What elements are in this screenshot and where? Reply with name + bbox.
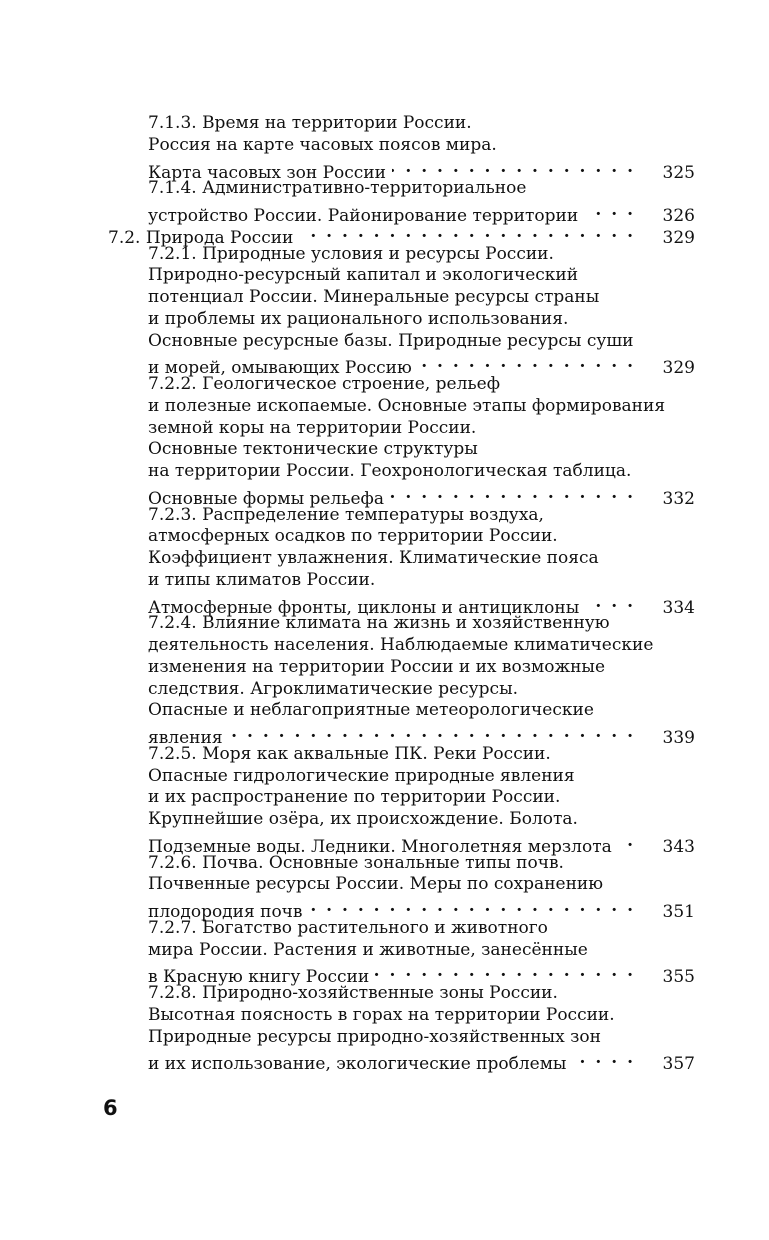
toc-page-number: 326 xyxy=(662,206,695,226)
toc-entry-title: Основные ресурсные базы. Природные ресурсы суши xyxy=(148,330,634,351)
toc-line xyxy=(148,330,695,352)
toc-entry-title: Россия на карте часовых поясов мира. xyxy=(148,134,497,155)
toc-line xyxy=(148,656,695,678)
toc-entry xyxy=(148,199,695,226)
toc-entry-title: Почвенные ресурсы России. Меры по сохранению xyxy=(148,874,604,895)
toc-line xyxy=(148,286,695,308)
toc-line xyxy=(148,852,695,874)
toc-entry-title: плодородия почв xyxy=(148,902,303,922)
dot-leader xyxy=(584,199,635,221)
toc-entry-title: изменения на территории России и их возможные xyxy=(148,656,606,677)
toc-line xyxy=(148,373,695,395)
toc-line xyxy=(148,939,695,961)
toc-line xyxy=(148,417,695,439)
toc-entry xyxy=(148,591,695,618)
toc-line xyxy=(148,1026,695,1048)
toc-line xyxy=(148,460,695,482)
dot-leader xyxy=(585,591,635,613)
toc-entry-title: земной коры на территории России. xyxy=(148,417,477,438)
toc-entry-title: 7.2.8. Природно-хозяйственные зоны России. xyxy=(148,983,558,1003)
dot-leader xyxy=(390,482,635,504)
toc-entry-title: потенциал России. Минеральные ресурсы страны xyxy=(148,287,600,307)
toc-line xyxy=(148,134,695,156)
toc-entry-title: 7.2. Природа России xyxy=(108,227,294,248)
toc-entry-title: на территории России. Геохронологическая таблица. xyxy=(148,461,632,481)
toc-entry-title: Основные тектонические структуры xyxy=(148,439,478,460)
toc-entry-title: в Красную книгу России xyxy=(148,967,370,988)
toc-line xyxy=(148,112,695,134)
toc-line xyxy=(148,243,695,265)
toc-entry-title: атмосферных осадков по территории России. xyxy=(148,526,558,547)
toc-line xyxy=(148,308,695,330)
toc-entry-title: 7.2.1. Природные условия и ресурсы России. xyxy=(148,243,554,264)
toc-entry-title: мира России. Растения и животные, занесённые xyxy=(148,939,588,960)
toc-entry-title: 7.2.7. Богатство растительного и животного xyxy=(148,917,548,938)
toc-entry-title: 7.2.6. Почва. Основные зональные типы почв. xyxy=(148,852,564,873)
toc-page-number: 343 xyxy=(662,836,695,857)
toc-page-number: 329 xyxy=(662,227,695,248)
toc-line xyxy=(148,808,695,830)
dot-leader xyxy=(618,830,635,852)
toc-entry-title: и морей, омывающих Россию xyxy=(148,358,412,379)
toc-entry-title: Крупнейшие озёра, их происхождение. Болота. xyxy=(148,809,578,829)
toc-line xyxy=(148,504,695,526)
toc-entry-title: Опасные гидрологические природные явления xyxy=(148,765,575,786)
toc-entry xyxy=(148,830,695,857)
toc-entry-title: следствия. Агроклиматические ресурсы. xyxy=(148,678,518,699)
toc-entry-title: 7.1.3. Время на территории России. xyxy=(148,113,472,133)
dot-leader xyxy=(572,1047,635,1069)
toc-entry-title: 7.2.2. Геологическое строение, рельеф xyxy=(148,374,501,394)
toc-entry-title: и их использование, экологические проблемы xyxy=(148,1054,567,1075)
toc-line xyxy=(148,612,695,634)
toc-page-number: 332 xyxy=(662,488,695,509)
toc-entry xyxy=(108,221,695,248)
toc-page-number: 334 xyxy=(662,597,695,618)
toc-line xyxy=(148,525,695,547)
toc-line xyxy=(148,264,695,286)
toc-entry xyxy=(148,960,695,988)
toc-entry xyxy=(148,482,695,509)
dot-leader xyxy=(229,721,635,743)
toc-line xyxy=(148,678,695,700)
toc-entry-title: и типы климатов России. xyxy=(148,569,376,590)
toc-line xyxy=(148,1004,695,1026)
toc-line xyxy=(148,177,695,199)
toc-line xyxy=(148,438,695,460)
toc-entry-title: Подземные воды. Ледники. Многолетняя мерзлота xyxy=(148,836,612,857)
toc-entry-title: Коэффициент увлажнения. Климатические пояса xyxy=(148,548,599,568)
toc-line xyxy=(148,765,695,787)
toc-entry xyxy=(148,156,695,183)
toc-entry-title: 7.2.4. Влияние климата на жизнь и хозяйственную xyxy=(148,613,610,634)
toc-line xyxy=(148,395,695,417)
toc-entry-title: деятельность населения. Наблюдаемые климатические xyxy=(148,635,654,655)
toc-entry xyxy=(148,351,695,379)
toc-entry-title: Атмосферные фронты, циклоны и антициклоны xyxy=(148,597,580,618)
toc-line xyxy=(148,917,695,939)
toc-line xyxy=(148,634,695,656)
toc-entry xyxy=(148,721,695,748)
toc-line xyxy=(148,547,695,569)
toc-entry-title: 7.2.3. Распределение температуры воздуха, xyxy=(148,504,544,525)
toc-entry xyxy=(148,895,695,922)
toc-entry-title: и полезные ископаемые. Основные этапы формирования xyxy=(148,395,666,416)
toc-entry-title: и проблемы их рационального использования. xyxy=(148,308,569,329)
toc-page-number: 355 xyxy=(662,967,695,988)
toc-entry-title: Природные ресурсы природно-хозяйственных зон xyxy=(148,1026,601,1047)
dot-leader xyxy=(418,351,635,373)
toc-line xyxy=(148,982,695,1004)
page-number: 6 xyxy=(103,1096,118,1120)
toc-entry-title: и их распространение по территории России. xyxy=(148,787,561,808)
toc-page-number: 351 xyxy=(662,902,695,922)
toc-line xyxy=(148,699,695,721)
toc-entry xyxy=(148,1047,695,1075)
dot-leader xyxy=(375,960,635,982)
toc-page-number: 329 xyxy=(662,358,695,379)
toc-line xyxy=(148,786,695,808)
toc-entry-title: 7.2.5. Моря как аквальные ПК. Реки России. xyxy=(148,743,551,764)
toc-entry-title: Природно-ресурсный капитал и экологический xyxy=(148,265,579,286)
toc-entry-title: 7.1.4. Административно-территориальное xyxy=(148,178,527,199)
toc-page-number: 339 xyxy=(662,728,695,748)
toc-entry-title: Опасные и неблагоприятные метеорологические xyxy=(148,700,594,721)
toc-entry-title: Основные формы рельефа xyxy=(148,488,384,509)
dot-leader xyxy=(309,895,636,917)
toc-entry-title: явления xyxy=(148,728,223,748)
toc-entry-title: Высотная поясность в горах на территории России. xyxy=(148,1004,615,1025)
toc-line xyxy=(148,569,695,591)
toc-entry-title: устройство России. Районирование территории xyxy=(148,206,579,226)
toc-line xyxy=(148,743,695,765)
dot-leader xyxy=(299,221,635,243)
toc-page-number: 357 xyxy=(662,1054,695,1075)
dot-leader xyxy=(392,156,635,178)
toc-line xyxy=(148,873,695,895)
toc-entry-title: Карта часовых зон России xyxy=(148,162,386,183)
toc-page-number: 325 xyxy=(662,162,695,183)
